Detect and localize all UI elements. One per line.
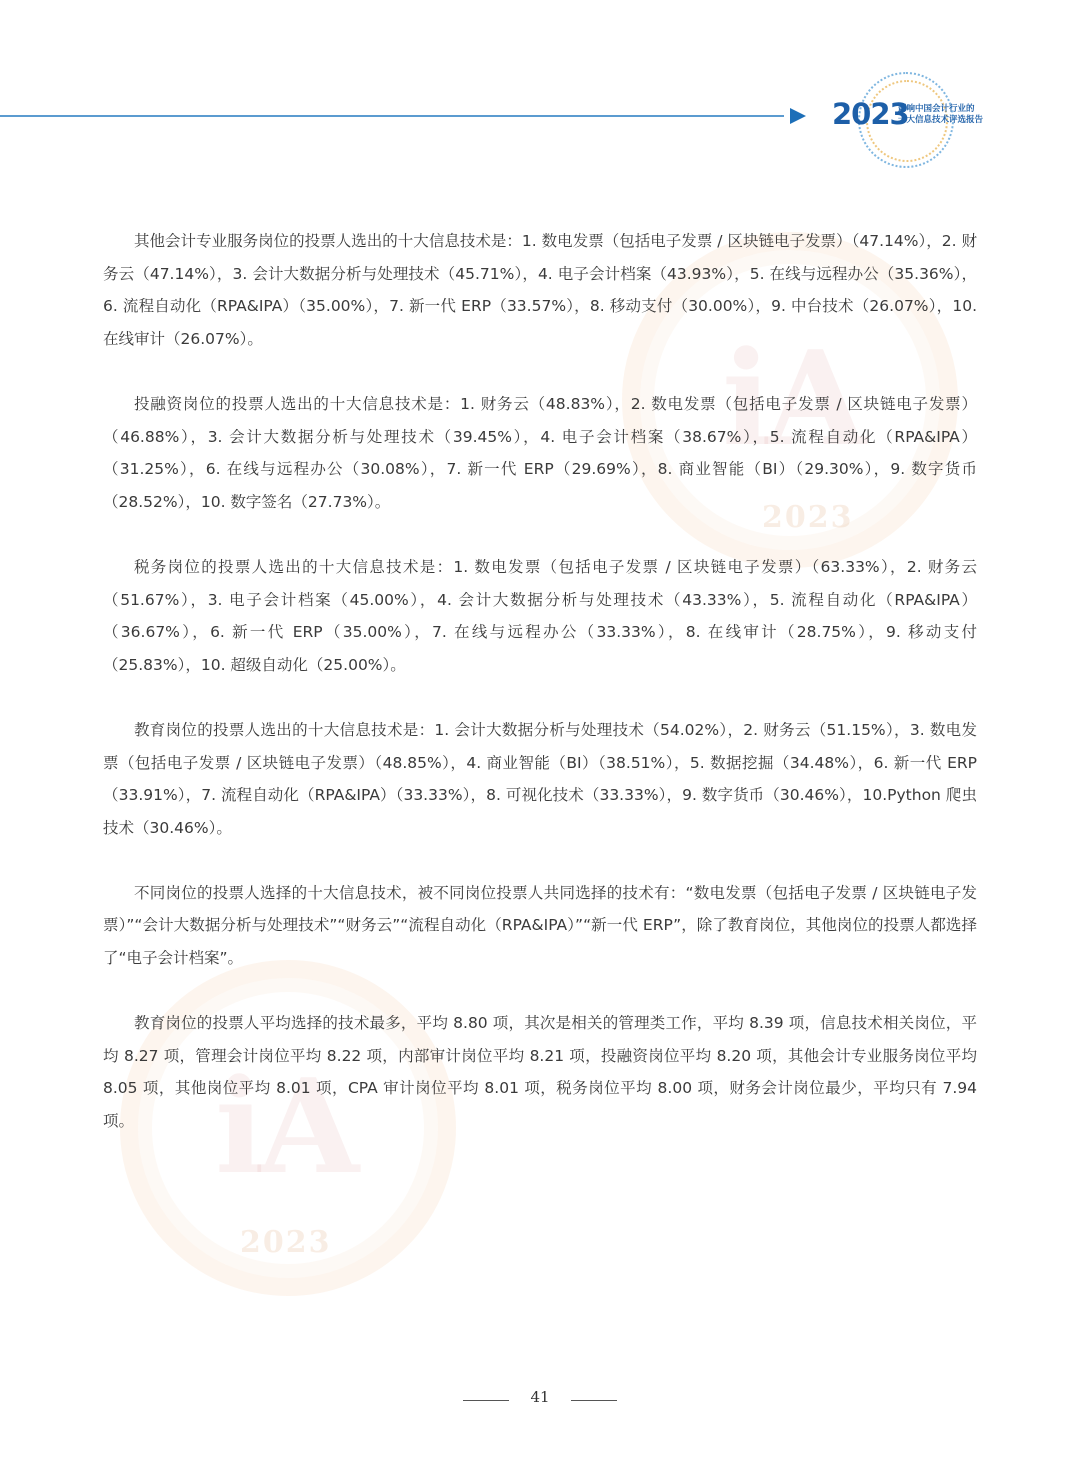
paragraph-other-professional-services: 其他会计专业服务岗位的投票人选出的十大信息技术是：1. 数电发票（包括电子发票 / 区块链电子发票）（47.14%），2. 财务云（47.14%），3. 会计大数据分析与处理技术（45.71%），4. 电子会计档案（43.93%），5. 在线与远程办公（35.36%），6. 流程自动化（RPA&IPA）（35.00%），7. 新一代 ERP（33.57%），8. 移动支付（30.00%），9. 中台技术（26.07%），10. 在线审计（26.07%）。 [103, 232, 977, 348]
paragraph-tax: 税务岗位的投票人选出的十大信息技术是：1. 数电发票（包括电子发票 / 区块链电子发票）（63.33%），2. 财务云（51.67%），3. 电子会计档案（45.00%），4. 会计大数据分析与处理技术（43.33%），5. 流程自动化（RPA&IPA）（36.67%），6. 新一代 ERP（35.00%），7. 在线与远程办公（33.33%），8. 在线审计（28.75%），9. 移动支付（25.83%），10. 超级自动化（25.00%）。 [103, 557, 977, 674]
report-title-line-1: 影响中国会计行业的 [898, 104, 975, 114]
paragraph-common-selections: 不同岗位的投票人选择的十大信息技术，被不同岗位投票人共同选择的技术有：“数电发票（包括电子发票 / 区块链电子发票）”“会计大数据分析与处理技术”“财务云”“流程自动化（RPA&IPA）”“新一代 ERP”，除了教育岗位，其他岗位的投票人都选择了“电子会计档案”。 [103, 883, 977, 968]
page-number: 41 [530, 1388, 550, 1406]
body-text [103, 225, 977, 1170]
header-rule [0, 115, 784, 117]
report-year: 2023 [832, 97, 909, 131]
watermark-year: 2023 [240, 1225, 332, 1260]
watermark-mark: iA [215, 1050, 354, 1203]
paragraph-investment-financing: 投融资岗位的投票人选出的十大信息技术是：1. 财务云（48.83%），2. 数电发票（包括电子发票 / 区块链电子发票）（46.88%），3. 会计大数据分析与处理技术（39.45%），4. 电子会计档案（38.67%），5. 流程自动化（RPA&IPA）（31.25%），6. 在线与远程办公（30.08%），7. 新一代 ERP（29.69%），8. 商业智能（BI）（29.30%），9. 数字货币（28.52%），10. 数字签名（27.73%）。 [103, 394, 977, 511]
paragraph-education: 教育岗位的投票人选出的十大信息技术是：1. 会计大数据分析与处理技术（54.02%），2. 财务云（51.15%），3. 数电发票（包括电子发票 / 区块链电子发票）（48.85%），4. 商业智能（BI）（38.51%），5. 数据挖掘（34.48%），6. 新一代 ERP（33.91%），7. 流程自动化（RPA&IPA）（33.33%），8. 可视化技术（33.33%），9. 数字货币（30.46%），10.Python 爬虫技术（30.46%）。 [103, 720, 977, 837]
watermark-year: 2023 [762, 500, 854, 535]
report-title-line-2: 十大信息技术评选报告 [898, 115, 984, 125]
header-arrow-icon [790, 108, 806, 124]
footer-rule-right [571, 1400, 617, 1401]
watermark-mark: iA [722, 322, 861, 475]
report-title [898, 104, 998, 126]
page-footer [0, 1388, 1080, 1412]
footer-rule-left [463, 1400, 509, 1401]
paragraph-average-selections: 教育岗位的投票人平均选择的技术最多，平均 8.80 项，其次是相关的管理类工作，平均 8.39 项，信息技术相关岗位，平均 8.27 项，管理会计岗位平均 8.22 项，内部审计岗位平均 8.21 项，投融资岗位平均 8.20 项，其他会计专业服务岗位平均 8.05 项，其他岗位平均 8.01 项，CPA 审计岗位平均 8.01 项，税务岗位平均 8.00 项，财务会计岗位最少，平均只有 7.94 项。 [103, 1014, 977, 1131]
